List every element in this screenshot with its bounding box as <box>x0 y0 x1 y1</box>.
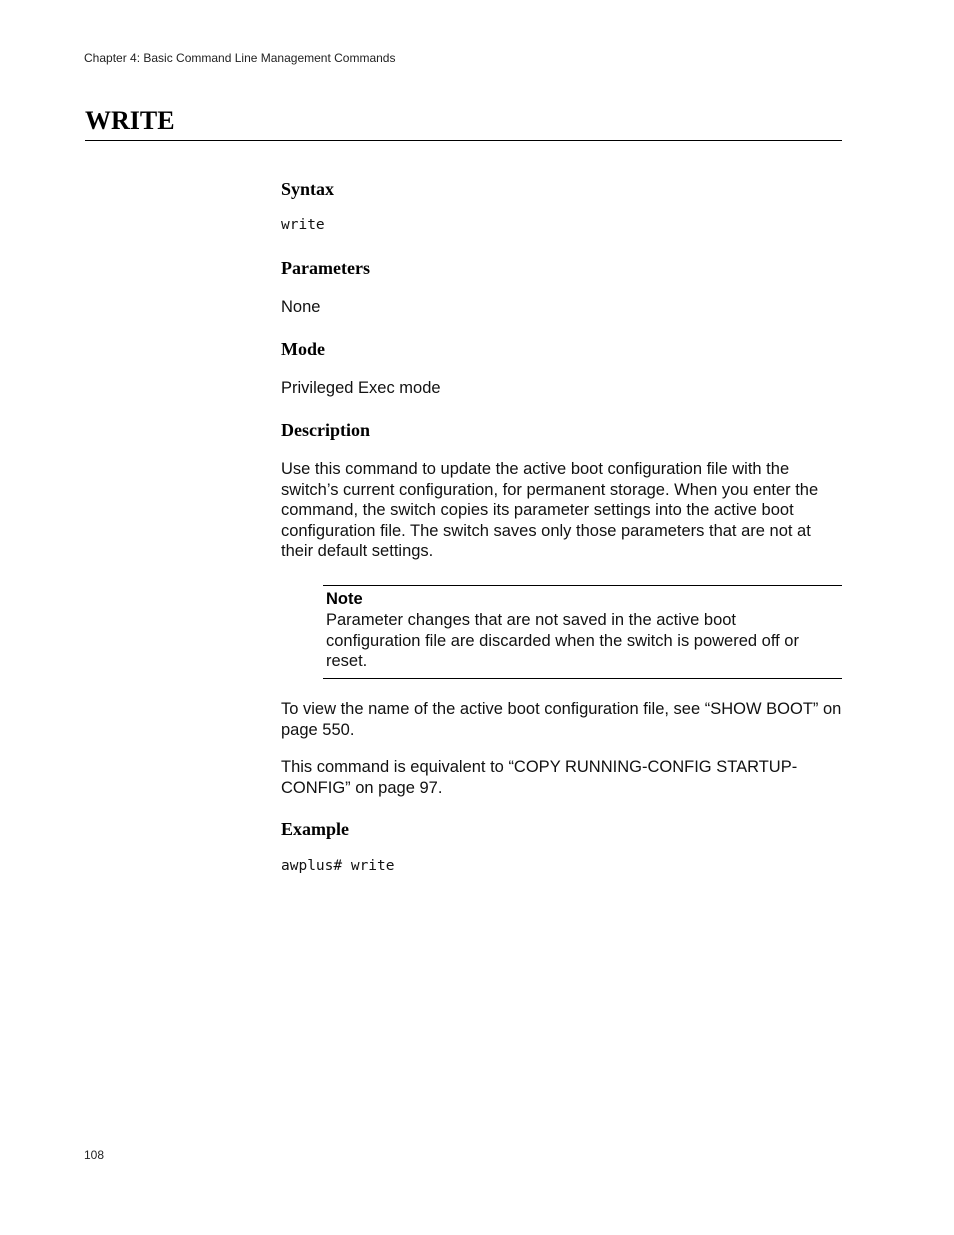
mode-text: Privileged Exec mode <box>281 379 441 397</box>
show-boot-reference: To view the name of the active boot configuration file, see “SHOW BOOT” on page 550. <box>281 700 842 739</box>
example-code: awplus# write <box>281 858 395 874</box>
page-title: WRITE <box>85 106 175 135</box>
description-paragraph: Use this command to update the active boot configuration file with the switch’s current configuration, for permanent storage. When you enter the command, the switch copies its parameter settings into the active boot configuration file. The switch saves only those parameters that are not at their default settings. <box>281 460 819 560</box>
syntax-code: write <box>281 217 325 233</box>
parameters-heading: Parameters <box>281 258 370 278</box>
syntax-heading: Syntax <box>281 179 335 199</box>
equivalent-command-reference: This command is equivalent to “COPY RUNNING-CONFIG STARTUP-CONFIG” on page 97. <box>281 758 798 797</box>
page-number: 108 <box>84 1148 105 1162</box>
note-label: Note <box>326 590 363 608</box>
note-text: Parameter changes that are not saved in the active boot configuration file are discarded when the switch is powered off or reset. <box>326 611 799 670</box>
example-heading: Example <box>281 819 350 839</box>
title-rule <box>85 140 842 141</box>
parameters-text: None <box>281 298 321 316</box>
note-box <box>323 585 842 679</box>
description-heading: Description <box>281 420 370 440</box>
running-header: Chapter 4: Basic Command Line Management Commands <box>84 51 396 65</box>
mode-heading: Mode <box>281 339 325 359</box>
